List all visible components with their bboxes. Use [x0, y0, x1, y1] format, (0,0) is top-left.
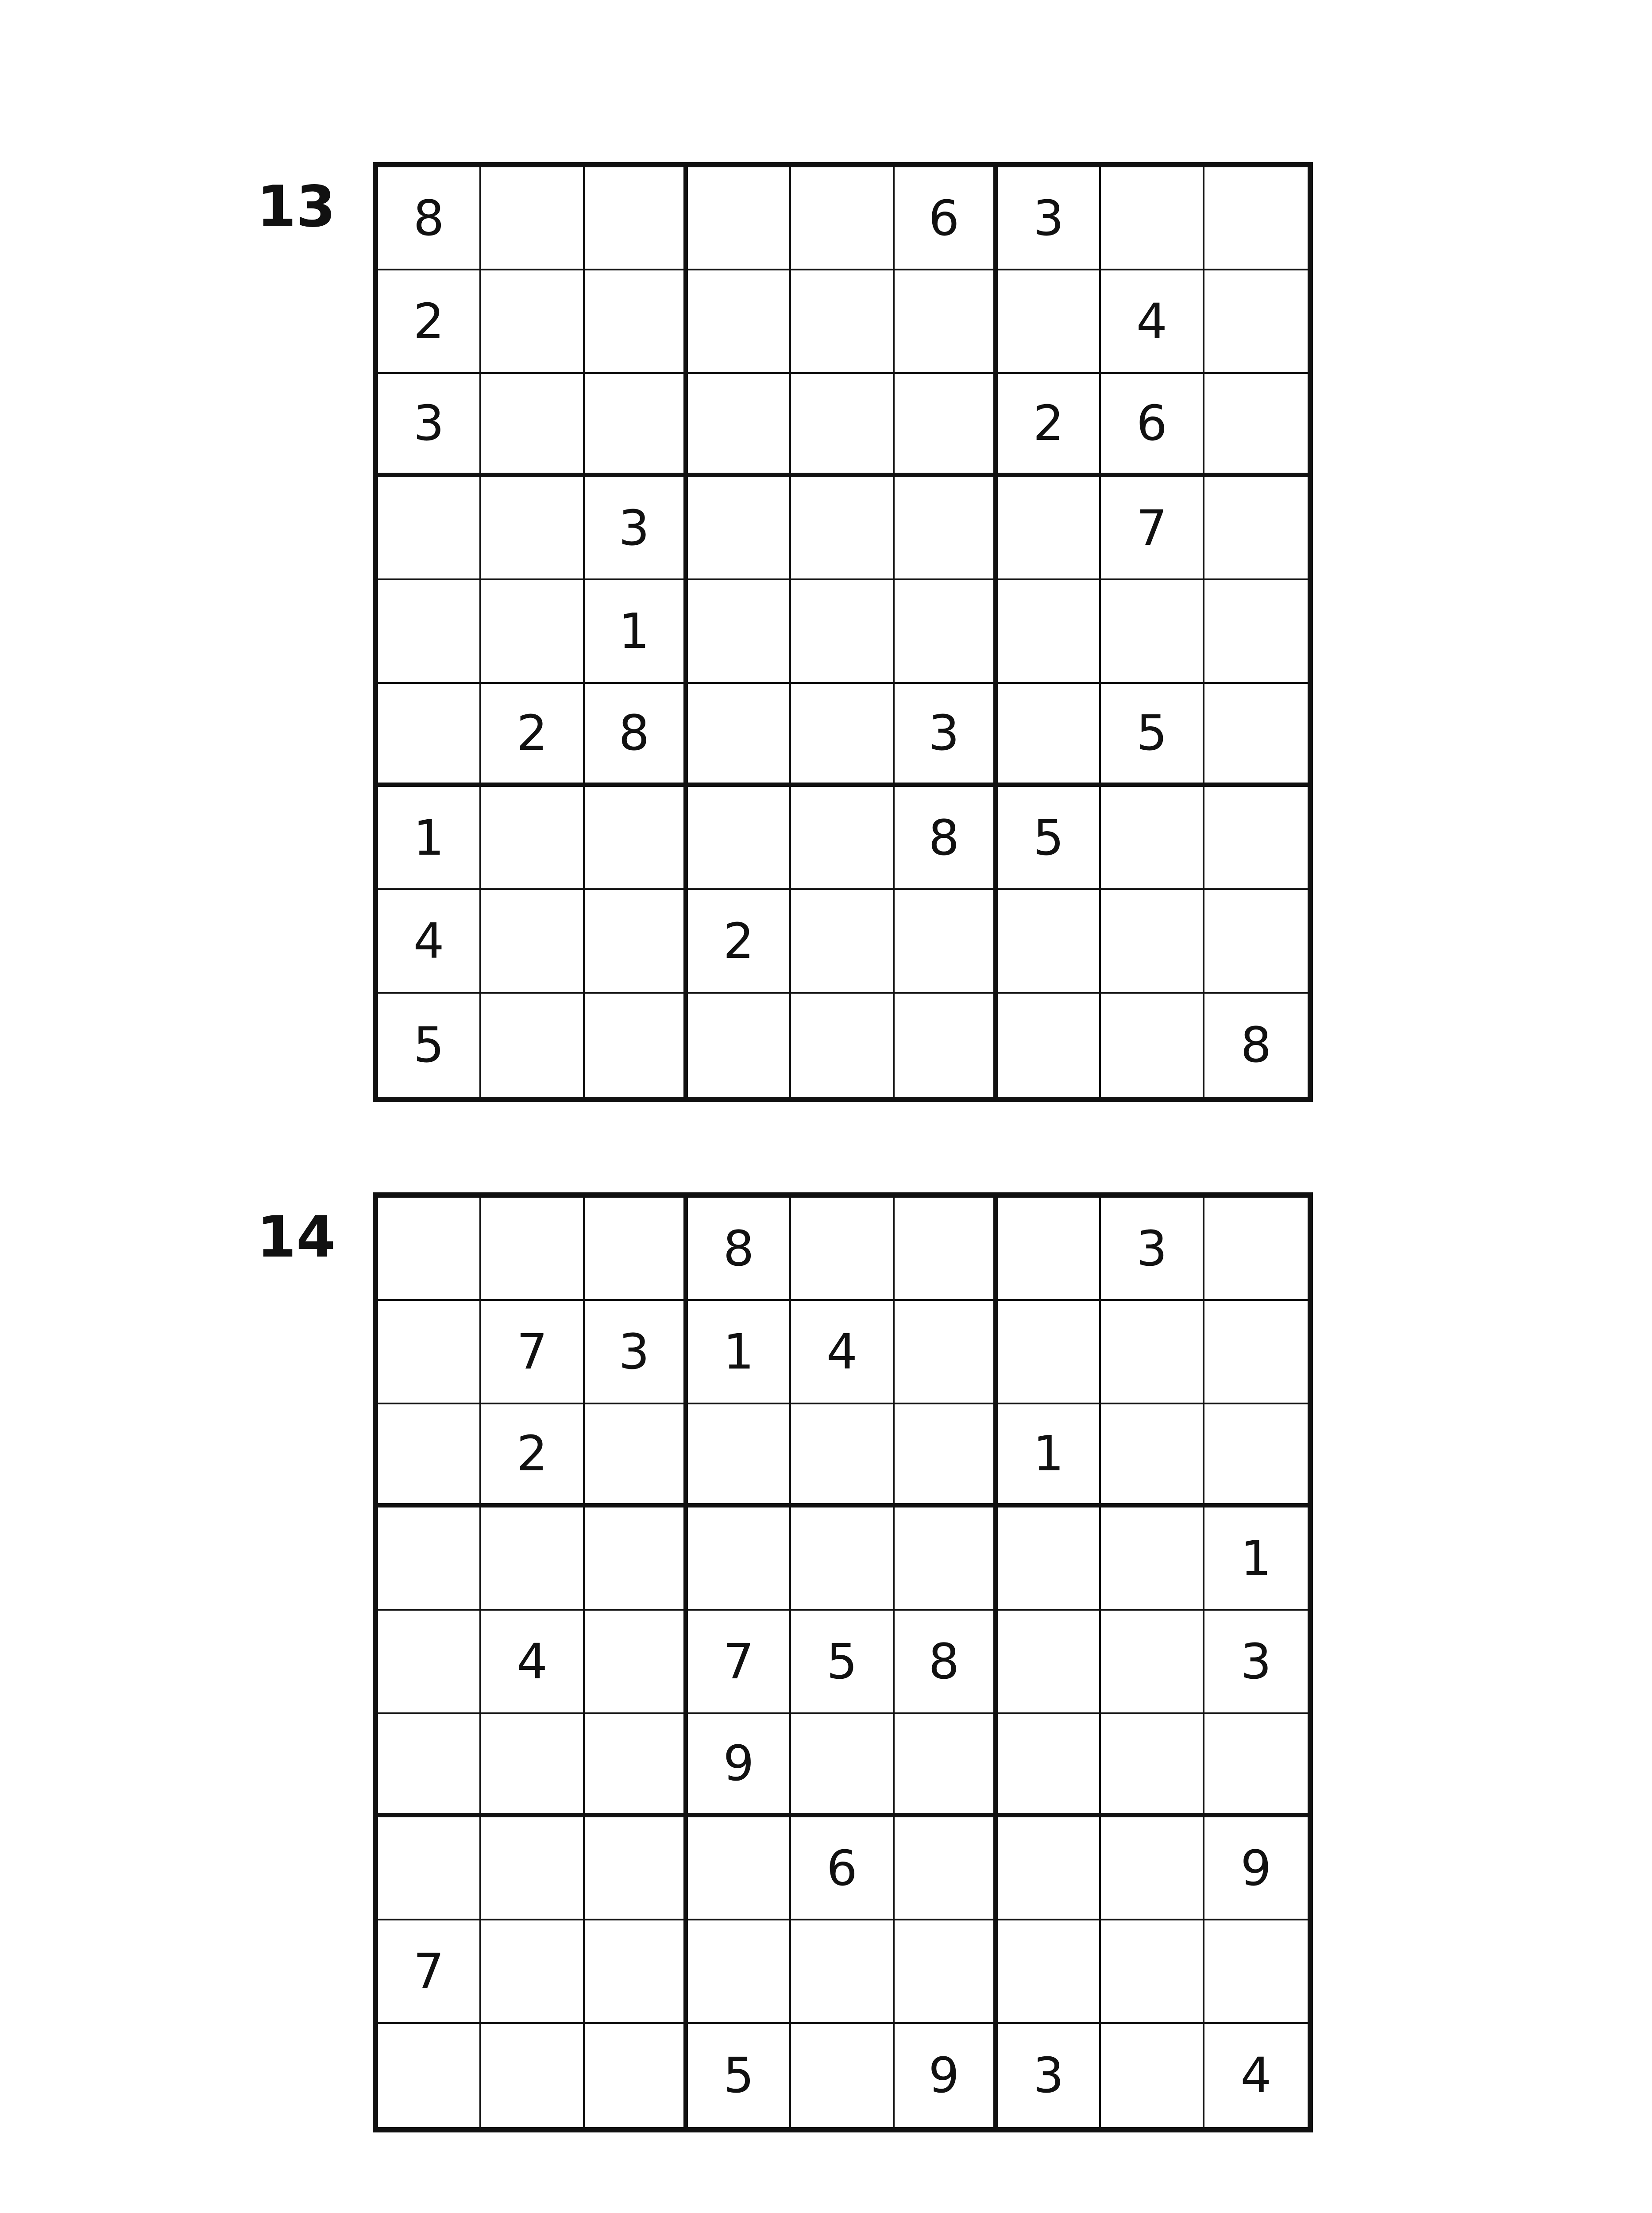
sudoku-cell[interactable]: [998, 1920, 1101, 2024]
sudoku-cell[interactable]: [791, 1198, 894, 1301]
sudoku-cell[interactable]: 5: [688, 2024, 791, 2127]
sudoku-cell[interactable]: 5: [791, 1611, 894, 1714]
sudoku-cell[interactable]: [378, 1198, 481, 1301]
sudoku-cell[interactable]: [378, 1714, 481, 1817]
sudoku-cell[interactable]: [481, 1507, 584, 1611]
sudoku-cell[interactable]: [895, 1301, 998, 1404]
sudoku-cell[interactable]: [791, 2024, 894, 2127]
sudoku-cell[interactable]: [791, 1507, 894, 1611]
sudoku-cell[interactable]: [1204, 1714, 1308, 1817]
sudoku-cell[interactable]: [688, 1507, 791, 1611]
sudoku-cell[interactable]: 3: [585, 477, 688, 580]
sudoku-cell[interactable]: [378, 1301, 481, 1404]
sudoku-cell[interactable]: [895, 1920, 998, 2024]
sudoku-cell[interactable]: 1: [1204, 1507, 1308, 1611]
sudoku-cell[interactable]: [585, 1611, 688, 1714]
sudoku-cell[interactable]: [1101, 2024, 1204, 2127]
sudoku-cell[interactable]: [481, 477, 584, 580]
sudoku-cell[interactable]: 3: [585, 1301, 688, 1404]
sudoku-cell[interactable]: [895, 1817, 998, 1920]
sudoku-cell[interactable]: 7: [378, 1920, 481, 2024]
sudoku-cell[interactable]: [998, 1507, 1101, 1611]
sudoku-cell[interactable]: [791, 994, 894, 1097]
sudoku-cell[interactable]: 1: [998, 1404, 1101, 1507]
sudoku-cell[interactable]: 8: [895, 787, 998, 890]
sudoku-cell[interactable]: 4: [791, 1301, 894, 1404]
sudoku-cell[interactable]: [481, 580, 584, 683]
sudoku-cell[interactable]: 2: [481, 1404, 584, 1507]
sudoku-cell[interactable]: [1101, 890, 1204, 993]
sudoku-cell[interactable]: [688, 1920, 791, 2024]
sudoku-cell[interactable]: 2: [481, 684, 584, 787]
sudoku-cell[interactable]: [791, 684, 894, 787]
sudoku-cell[interactable]: [791, 477, 894, 580]
sudoku-cell[interactable]: [1101, 994, 1204, 1097]
sudoku-cell[interactable]: [688, 270, 791, 374]
sudoku-cell[interactable]: 1: [378, 787, 481, 890]
sudoku-cell[interactable]: [791, 890, 894, 993]
sudoku-cell[interactable]: 6: [1101, 374, 1204, 477]
sudoku-cell[interactable]: [998, 1817, 1101, 1920]
sudoku-cell[interactable]: 8: [585, 684, 688, 787]
sudoku-cell[interactable]: [1101, 1611, 1204, 1714]
sudoku-cell[interactable]: [998, 1198, 1101, 1301]
sudoku-cell[interactable]: 9: [688, 1714, 791, 1817]
sudoku-cell[interactable]: [1204, 1920, 1308, 2024]
sudoku-cell[interactable]: [1204, 580, 1308, 683]
sudoku-cell[interactable]: [998, 580, 1101, 683]
sudoku-cell[interactable]: 5: [998, 787, 1101, 890]
sudoku-cell[interactable]: [791, 1714, 894, 1817]
sudoku-cell[interactable]: [791, 270, 894, 374]
sudoku-cell[interactable]: [1101, 1507, 1204, 1611]
sudoku-cell[interactable]: [481, 1198, 584, 1301]
sudoku-cell[interactable]: [481, 270, 584, 374]
sudoku-cell[interactable]: 2: [378, 270, 481, 374]
sudoku-cell[interactable]: [1204, 1301, 1308, 1404]
sudoku-cell[interactable]: [481, 1817, 584, 1920]
sudoku-cell[interactable]: [1204, 374, 1308, 477]
sudoku-cell[interactable]: [998, 1611, 1101, 1714]
sudoku-cell[interactable]: [1204, 1404, 1308, 1507]
sudoku-cell[interactable]: 3: [895, 684, 998, 787]
sudoku-cell[interactable]: [688, 580, 791, 683]
sudoku-cell[interactable]: [585, 167, 688, 270]
sudoku-cell[interactable]: [481, 374, 584, 477]
sudoku-cell[interactable]: [688, 374, 791, 477]
sudoku-cell[interactable]: 6: [895, 167, 998, 270]
sudoku-cell[interactable]: [481, 1920, 584, 2024]
sudoku-cell[interactable]: [791, 167, 894, 270]
sudoku-cell[interactable]: [895, 1507, 998, 1611]
sudoku-cell[interactable]: [481, 994, 584, 1097]
sudoku-cell[interactable]: [688, 477, 791, 580]
sudoku-cell[interactable]: [481, 2024, 584, 2127]
sudoku-cell[interactable]: [378, 1507, 481, 1611]
sudoku-cell[interactable]: [585, 890, 688, 993]
sudoku-cell[interactable]: 9: [895, 2024, 998, 2127]
sudoku-cell[interactable]: [378, 477, 481, 580]
sudoku-cell[interactable]: [998, 477, 1101, 580]
sudoku-cell[interactable]: 3: [998, 167, 1101, 270]
sudoku-cell[interactable]: [998, 890, 1101, 993]
sudoku-cell[interactable]: [585, 1404, 688, 1507]
sudoku-cell[interactable]: [1101, 787, 1204, 890]
sudoku-cell[interactable]: 7: [1101, 477, 1204, 580]
sudoku-cell[interactable]: [378, 1404, 481, 1507]
sudoku-cell[interactable]: 6: [791, 1817, 894, 1920]
sudoku-cell[interactable]: [998, 270, 1101, 374]
sudoku-cell[interactable]: [1204, 270, 1308, 374]
sudoku-cell[interactable]: [895, 477, 998, 580]
sudoku-cell[interactable]: [895, 1714, 998, 1817]
sudoku-cell[interactable]: [585, 1920, 688, 2024]
sudoku-cell[interactable]: [1101, 1817, 1204, 1920]
sudoku-cell[interactable]: [1101, 580, 1204, 683]
sudoku-cell[interactable]: [895, 374, 998, 477]
sudoku-cell[interactable]: [1101, 1404, 1204, 1507]
sudoku-cell[interactable]: 7: [688, 1611, 791, 1714]
sudoku-cell[interactable]: [791, 1920, 894, 2024]
sudoku-cell[interactable]: 3: [1204, 1611, 1308, 1714]
sudoku-cell[interactable]: [688, 787, 791, 890]
sudoku-cell[interactable]: [895, 270, 998, 374]
sudoku-cell[interactable]: [688, 1817, 791, 1920]
sudoku-cell[interactable]: [585, 1817, 688, 1920]
sudoku-cell[interactable]: [688, 167, 791, 270]
sudoku-cell[interactable]: 4: [378, 890, 481, 993]
puzzle-number: 14: [257, 1204, 336, 1270]
sudoku-cell[interactable]: [895, 1404, 998, 1507]
sudoku-cell[interactable]: [1101, 1920, 1204, 2024]
sudoku-cell[interactable]: [1101, 1714, 1204, 1817]
sudoku-cell[interactable]: [998, 1714, 1101, 1817]
sudoku-cell[interactable]: [585, 270, 688, 374]
sudoku-cell[interactable]: [1204, 890, 1308, 993]
sudoku-cell[interactable]: 9: [1204, 1817, 1308, 1920]
sudoku-cell[interactable]: [791, 374, 894, 477]
sudoku-cell[interactable]: 5: [378, 994, 481, 1097]
sudoku-cell[interactable]: [378, 2024, 481, 2127]
sudoku-cell[interactable]: [688, 1404, 791, 1507]
sudoku-cell[interactable]: [1204, 684, 1308, 787]
sudoku-cell[interactable]: [1204, 477, 1308, 580]
sudoku-cell[interactable]: [481, 167, 584, 270]
sudoku-cell[interactable]: [378, 1817, 481, 1920]
sudoku-cell[interactable]: 3: [998, 2024, 1101, 2127]
sudoku-cell[interactable]: [998, 994, 1101, 1097]
sudoku-cell[interactable]: [585, 1714, 688, 1817]
sudoku-cell[interactable]: [1101, 167, 1204, 270]
sudoku-cell[interactable]: [1204, 1198, 1308, 1301]
sudoku-cell[interactable]: [585, 1198, 688, 1301]
sudoku-cell[interactable]: 7: [481, 1301, 584, 1404]
sudoku-cell[interactable]: [1204, 167, 1308, 270]
sudoku-cell[interactable]: [895, 994, 998, 1097]
sudoku-cell[interactable]: 8: [688, 1198, 791, 1301]
sudoku-cell[interactable]: 2: [998, 374, 1101, 477]
sudoku-cell[interactable]: [585, 374, 688, 477]
puzzle-number: 13: [257, 174, 336, 240]
sudoku-cell[interactable]: 8: [378, 167, 481, 270]
sudoku-cell[interactable]: 5: [1101, 684, 1204, 787]
sudoku-cell[interactable]: [378, 580, 481, 683]
sudoku-grid: [373, 1192, 1313, 2132]
sudoku-cell[interactable]: 3: [1101, 1198, 1204, 1301]
sudoku-cell[interactable]: 4: [1240, 2047, 1272, 2104]
sudoku-cell[interactable]: [791, 1404, 894, 1507]
sudoku-cell[interactable]: [481, 890, 584, 993]
sudoku-cell[interactable]: [481, 787, 584, 890]
sudoku-cell[interactable]: 4: [481, 1611, 584, 1714]
sudoku-cell[interactable]: [791, 787, 894, 890]
sudoku-cell[interactable]: [378, 684, 481, 787]
sudoku-cell[interactable]: [688, 684, 791, 787]
sudoku-grid: [373, 162, 1313, 1102]
sudoku-cell[interactable]: [895, 890, 998, 993]
sudoku-cell[interactable]: [895, 580, 998, 683]
sudoku-cell[interactable]: [378, 1611, 481, 1714]
sudoku-cell[interactable]: [585, 994, 688, 1097]
sudoku-cell[interactable]: 2: [688, 890, 791, 993]
sudoku-cell[interactable]: 8: [1240, 1017, 1272, 1074]
sudoku-cell[interactable]: [585, 2024, 688, 2127]
sudoku-cell[interactable]: [791, 580, 894, 683]
sudoku-cell[interactable]: 3: [378, 374, 481, 477]
sudoku-cell[interactable]: [585, 1507, 688, 1611]
sudoku-cell[interactable]: [1101, 1301, 1204, 1404]
sudoku-cell[interactable]: 4: [1101, 270, 1204, 374]
sudoku-cell[interactable]: 1: [585, 580, 688, 683]
sudoku-cell[interactable]: [688, 994, 791, 1097]
sudoku-cell[interactable]: 8: [895, 1611, 998, 1714]
sudoku-cell[interactable]: [585, 787, 688, 890]
sudoku-cell[interactable]: [1204, 787, 1308, 890]
sudoku-cell[interactable]: [998, 684, 1101, 787]
sudoku-cell[interactable]: [998, 1301, 1101, 1404]
sudoku-cell[interactable]: [895, 1198, 998, 1301]
sudoku-cell[interactable]: 1: [688, 1301, 791, 1404]
sudoku-cell[interactable]: [481, 1714, 584, 1817]
